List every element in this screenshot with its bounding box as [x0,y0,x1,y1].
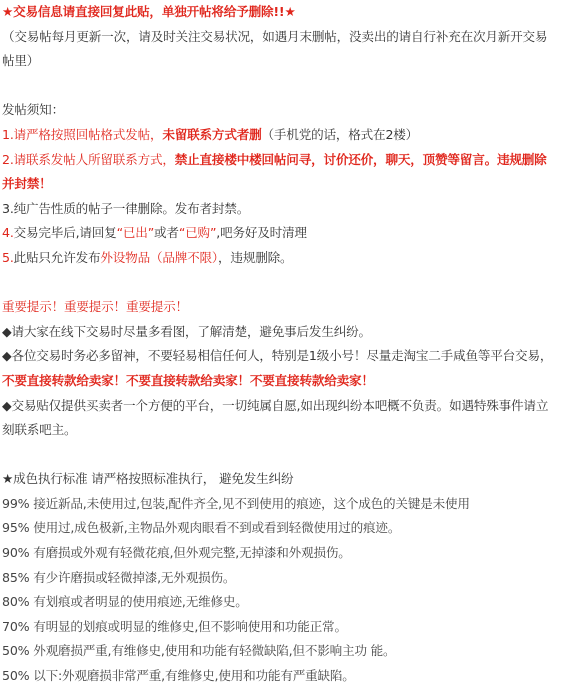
header-subnote: （交易帖每月更新一次，请及时关注交易状况，如遇月末删帖，没卖出的请自行补充在次月新开交易帖里） [2,28,548,69]
spacer [2,74,557,99]
rule-2-text: 请联系发帖人所留联系方式， [13,151,175,167]
rule-5-tail: ，违规删除。 [218,249,293,265]
header-notice: ★交易信息请直接回复此贴，单独开帖将给予删除!!★ [2,4,296,19]
rule-4-tail: ,吧务好及时清理 [216,225,307,241]
spacer [2,271,557,296]
rule-4-bought: “已购” [178,225,217,241]
grade-item: 95% 使用过,成色极新,主物品外观肉眼看不到或看到轻微使用过的痕迹。 [2,520,401,536]
rule-3: 3.纯广告性质的帖子一律删除。发布者封禁。 [2,200,250,216]
rule-4-or: 或者 [154,225,179,241]
rule-4 [2,221,557,246]
rule-5-emphasis: 外设物品（品牌不限） [100,249,219,265]
grade-item: 80% 有划痕或者明显的使用痕迹,无维修史。 [2,594,248,610]
rule-1-note: （手机党的话，格式在2楼） [261,126,419,142]
grade-item: 50% 外观磨损严重,有维修史,使用和功能有轻微缺陷,但不影响主功 能。 [2,643,396,659]
grades-title: ★成色执行标准 请严格按照标准执行， 避免发生纠纷 [2,471,294,487]
rule-4-sold: “已出” [116,225,155,241]
rule-2-emphasis: 禁止直接楼中楼回帖问寻，讨价还价，聊天，顶赞等留言。违规删除并封禁！ [2,151,547,192]
rule-2-number: 2. [2,151,14,167]
rule-2 [2,148,557,197]
rule-4-number: 4. [2,225,14,241]
rule-4-text: 交易完毕后,请回复 [13,225,117,241]
rule-5-text: 此贴只允许发布 [13,249,101,265]
important-point-2-text: ◆各位交易时务必多留神，不要轻易相信任何人，特别是1级小号！尽量走淘宝二手咸鱼等平台交易， [2,348,553,364]
grade-item: 99% 接近新品,未使用过,包装,配件齐全,见不到使用的痕迹，这个成色的关键是未使用 [2,495,470,511]
grade-item: 85% 有少许磨损或轻微掉漆,无外观损伤。 [2,569,236,585]
important-point-2 [2,344,557,393]
rule-5 [2,246,557,271]
important-point-3: ◆交易贴仅提供买卖者一个方便的平台，一切纯属自愿,如出现纠纷本吧概不负责。如遇特殊事件请立刻联系吧主。 [2,397,549,438]
rule-1-number: 1. [2,126,14,142]
important-point-1: ◆请大家在线下交易时尽量多看图，了解清楚，避免事后发生纠纷。 [2,323,371,339]
rule-1 [2,123,557,148]
important-point-2-warning: 不要直接转款给卖家！不要直接转款给卖家！不要直接转款给卖家！ [2,372,374,388]
grade-item: 70% 有明显的划痕或明显的维修史,但不影响使用和功能正常。 [2,618,347,634]
important-title: 重要提示！重要提示！重要提示！ [2,299,188,315]
spacer [2,443,557,468]
grade-item: 50% 以下:外观磨损非常严重,有维修史,使用和功能有严重缺陷。 [2,668,355,684]
rule-5-number: 5. [2,249,14,265]
grade-item: 90% 有磨损或外观有轻微花痕,但外观完整,无掉漆和外观损伤。 [2,545,351,561]
rule-1-text: 请严格按照回帖格式发帖， [13,126,163,142]
rules-title: 发帖须知： [2,102,64,118]
rule-1-emphasis: 未留联系方式者删 [162,126,262,142]
